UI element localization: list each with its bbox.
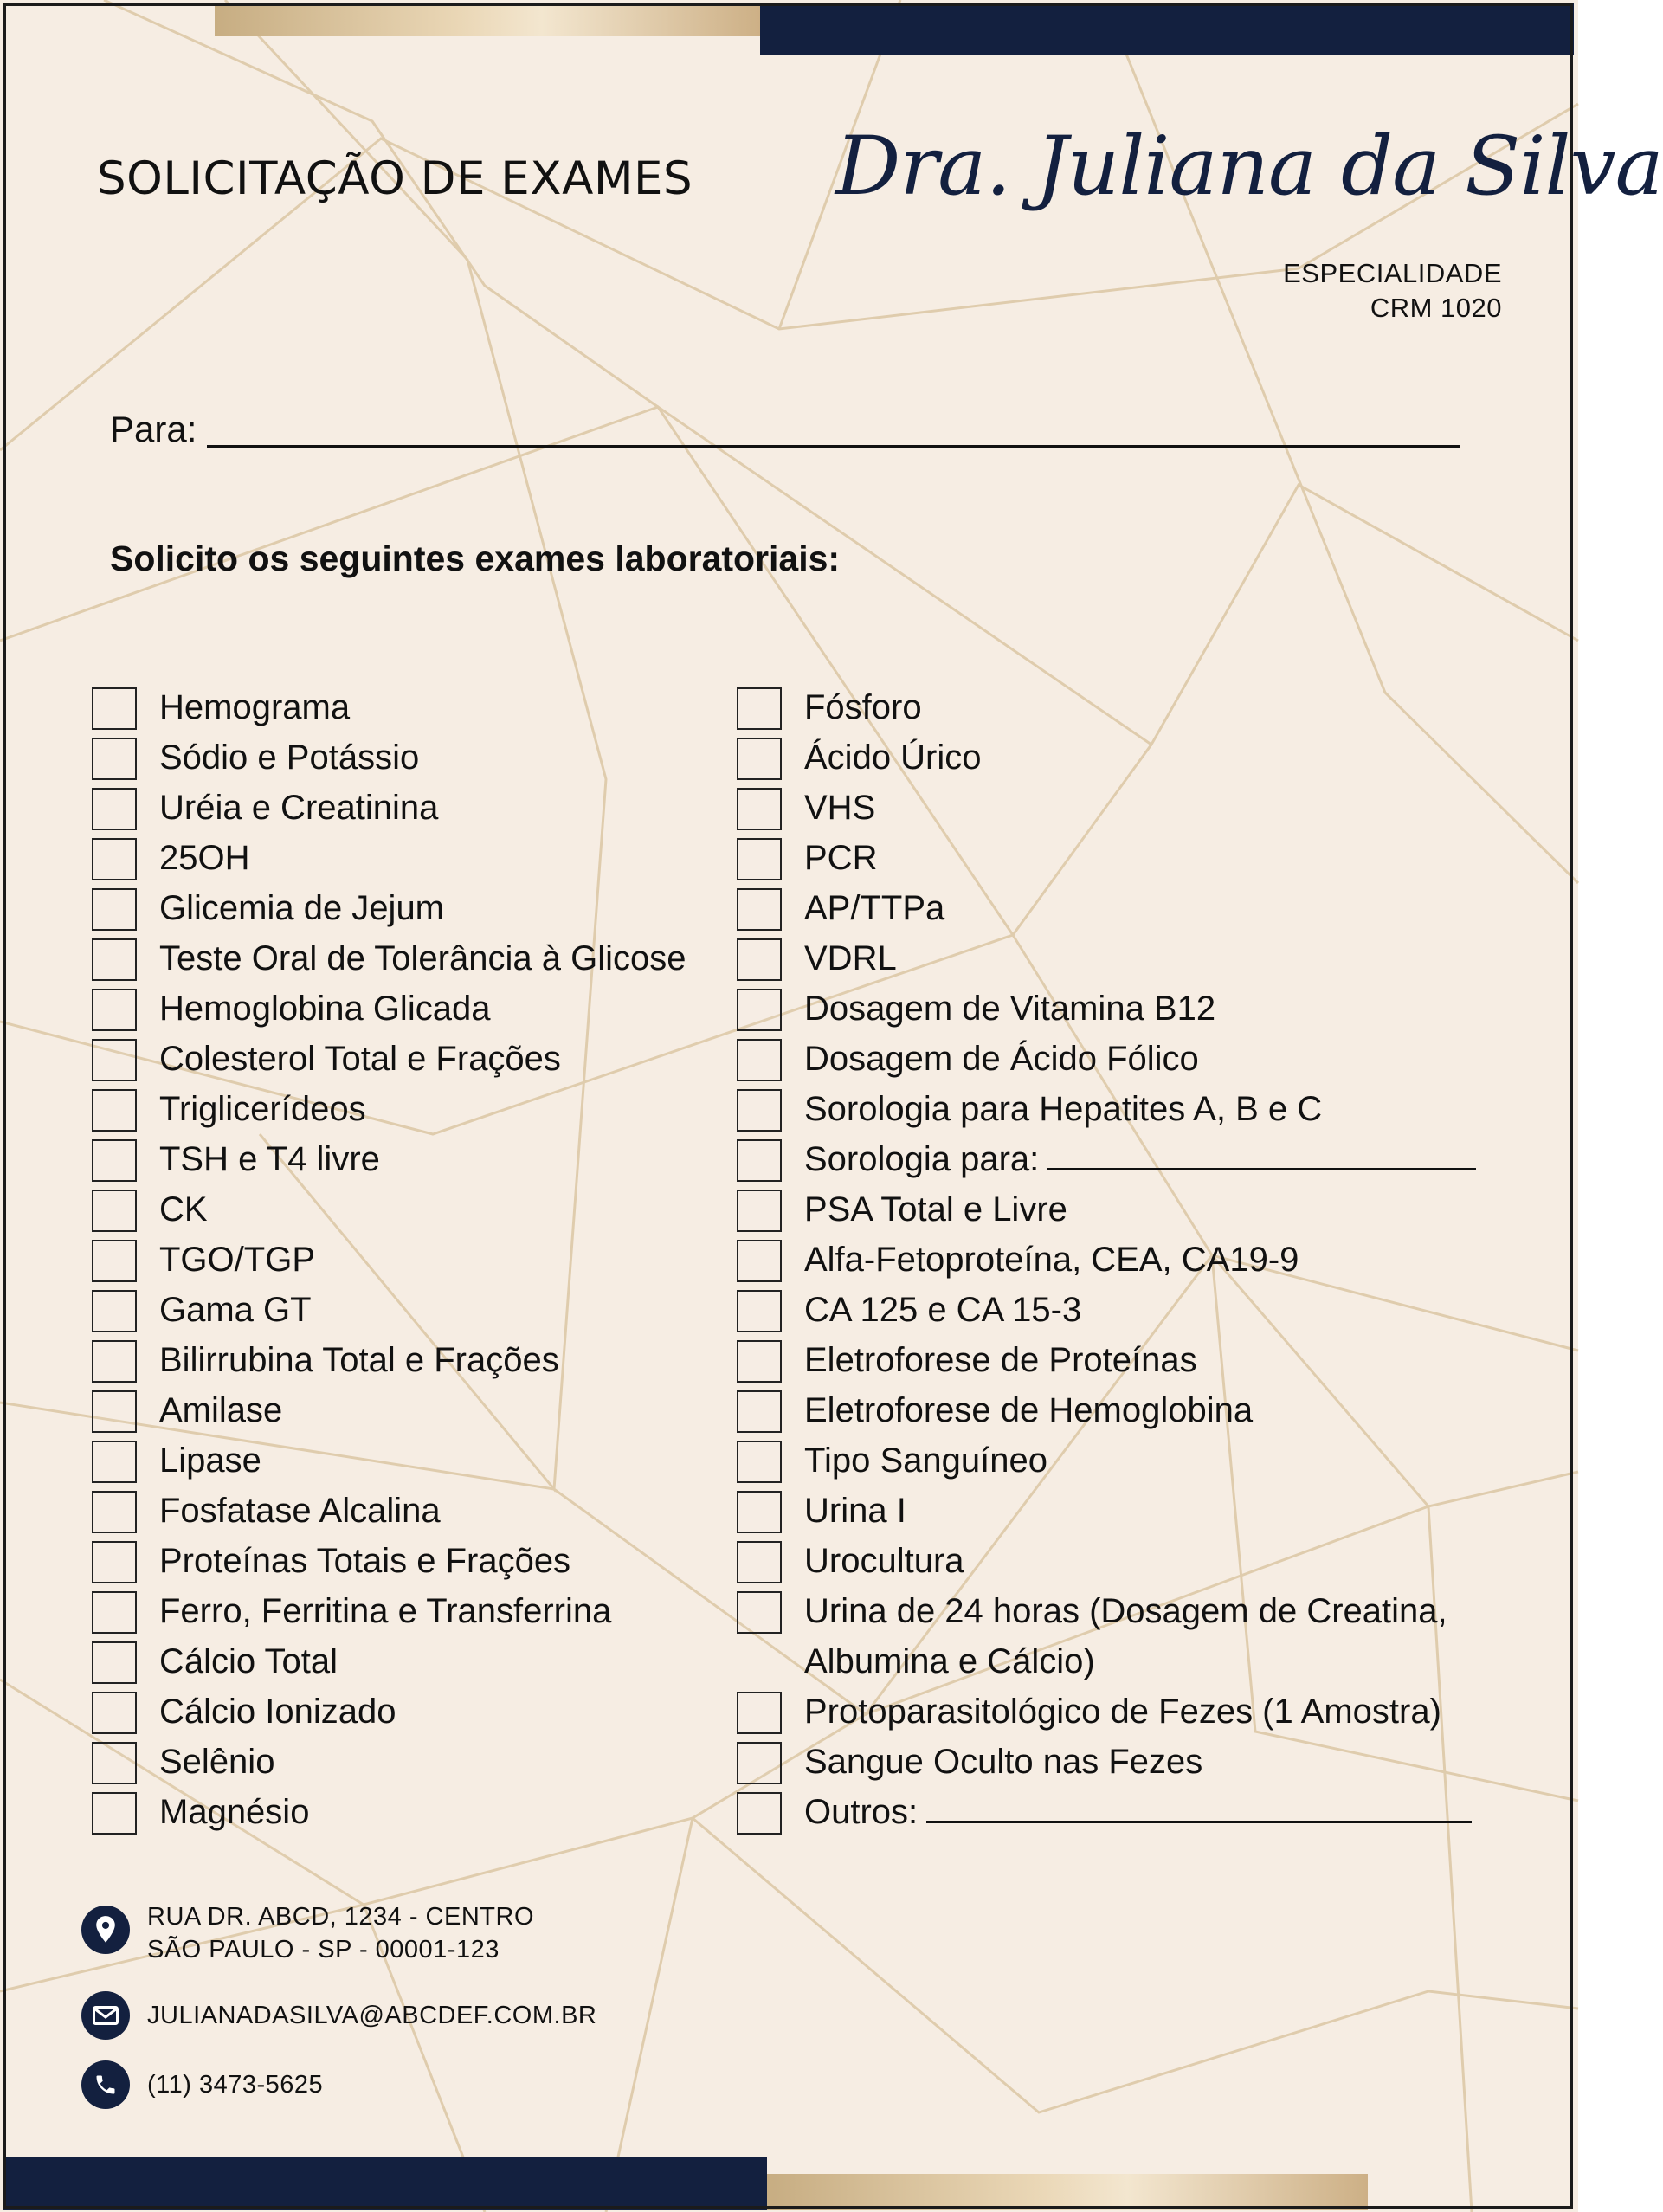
recipient-field[interactable] xyxy=(110,407,1460,450)
exam-checkbox[interactable] xyxy=(92,1139,137,1182)
exam-item[interactable] xyxy=(92,783,686,833)
exam-item[interactable] xyxy=(737,1235,1499,1285)
exam-label: 25OH xyxy=(159,839,250,877)
exam-item[interactable] xyxy=(92,1385,686,1435)
exam-checkbox[interactable] xyxy=(92,738,137,780)
exam-label: Proteínas Totais e Frações xyxy=(159,1542,571,1580)
exam-checkbox[interactable] xyxy=(737,838,782,880)
exam-checkbox[interactable] xyxy=(92,1039,137,1081)
exam-item[interactable] xyxy=(737,1184,1499,1235)
exam-item-continuation xyxy=(737,1636,1499,1686)
others-line[interactable] xyxy=(926,1791,1472,1823)
exam-checkbox[interactable] xyxy=(737,1190,782,1232)
exam-item[interactable] xyxy=(92,1084,686,1134)
exam-label: Bilirrubina Total e Frações xyxy=(159,1341,559,1379)
exam-checkbox[interactable] xyxy=(92,1441,137,1483)
exam-checkbox[interactable] xyxy=(737,938,782,981)
exam-label: Cálcio Total xyxy=(159,1642,338,1680)
exam-item[interactable] xyxy=(737,1536,1499,1586)
exam-item[interactable] xyxy=(92,1435,686,1486)
exam-checkbox[interactable] xyxy=(92,938,137,981)
exam-label: CK xyxy=(159,1190,208,1229)
exam-checkbox[interactable] xyxy=(737,1290,782,1332)
exam-item[interactable] xyxy=(737,833,1499,883)
exam-label: Eletroforese de Proteínas xyxy=(804,1341,1197,1379)
exam-item[interactable] xyxy=(737,1686,1499,1737)
exam-checkbox[interactable] xyxy=(92,838,137,880)
top-gold-bar xyxy=(215,3,760,36)
exam-checkbox[interactable] xyxy=(92,1240,137,1282)
exam-item[interactable] xyxy=(92,1285,686,1335)
exam-label: Urina I xyxy=(804,1492,906,1530)
document-title: SOLICITAÇÃO DE EXAMES xyxy=(97,152,693,205)
exam-item[interactable] xyxy=(737,1787,1499,1837)
exam-checkbox[interactable] xyxy=(92,1792,137,1835)
exam-item[interactable] xyxy=(92,1737,686,1787)
exam-item[interactable] xyxy=(737,883,1499,933)
email-text[interactable]: JULIANADASILVA@ABCDEF.COM.BR xyxy=(147,2002,597,2029)
exam-checkbox[interactable] xyxy=(737,1491,782,1533)
exam-label: Tipo Sanguíneo xyxy=(804,1441,1047,1480)
exam-checkbox[interactable] xyxy=(737,1742,782,1784)
exam-checkbox[interactable] xyxy=(737,1541,782,1583)
exam-checkbox[interactable] xyxy=(92,1541,137,1583)
top-navy-bar xyxy=(760,3,1574,55)
exam-item[interactable] xyxy=(92,1184,686,1235)
exam-label: Sangue Oculto nas Fezes xyxy=(804,1743,1203,1781)
exam-item[interactable] xyxy=(737,1285,1499,1335)
exam-label: Selênio xyxy=(159,1743,275,1781)
exam-item[interactable] xyxy=(92,1134,686,1184)
exam-item[interactable] xyxy=(737,983,1499,1034)
exam-label: TSH e T4 livre xyxy=(159,1140,380,1178)
exam-label: Hemograma xyxy=(159,688,351,726)
exam-checkbox[interactable] xyxy=(92,1190,137,1232)
exam-checkbox[interactable] xyxy=(737,888,782,931)
exam-item[interactable] xyxy=(92,933,686,983)
exam-label: Dosagem de Ácido Fólico xyxy=(804,1040,1199,1078)
exam-item[interactable] xyxy=(737,1084,1499,1134)
recipient-line[interactable] xyxy=(207,444,1460,448)
exam-item[interactable] xyxy=(92,983,686,1034)
exam-checkbox[interactable] xyxy=(737,1390,782,1433)
location-pin-icon xyxy=(81,1906,130,1954)
exam-checkbox[interactable] xyxy=(737,1340,782,1383)
exam-label: Urina de 24 horas (Dosagem de Creatina, xyxy=(804,1592,1447,1630)
exam-checkbox[interactable] xyxy=(737,738,782,780)
exam-label xyxy=(804,1787,1472,1837)
exam-label: TGO/TGP xyxy=(159,1241,315,1279)
exam-item[interactable] xyxy=(737,1134,1499,1184)
exam-checkbox[interactable] xyxy=(737,1792,782,1835)
exam-item[interactable] xyxy=(737,1385,1499,1435)
exam-label xyxy=(804,1134,1476,1184)
exam-checkbox[interactable] xyxy=(737,1089,782,1132)
exam-item[interactable] xyxy=(92,1536,686,1586)
exam-item[interactable] xyxy=(92,1335,686,1385)
serology-other-label: Sorologia para: xyxy=(804,1140,1040,1178)
exam-item[interactable] xyxy=(737,1737,1499,1787)
exam-checkbox[interactable] xyxy=(737,1139,782,1182)
exam-label: Cálcio Ionizado xyxy=(159,1693,396,1731)
address-line-2: SÃO PAULO - SP - 00001-123 xyxy=(147,1936,500,1964)
exams-left-column xyxy=(92,682,686,1837)
bottom-gold-bar xyxy=(767,2174,1368,2210)
exam-label: Triglicerídeos xyxy=(159,1090,366,1128)
exam-checkbox[interactable] xyxy=(92,1290,137,1332)
exam-label: Sódio e Potássio xyxy=(159,738,420,777)
exam-item[interactable] xyxy=(92,1636,686,1686)
exam-item[interactable] xyxy=(737,1034,1499,1084)
doctor-name-signature: Dra. Juliana da Silva xyxy=(835,119,1663,214)
checkbox-spacer xyxy=(737,1641,782,1684)
exam-item[interactable] xyxy=(92,1034,686,1084)
exam-checkbox[interactable] xyxy=(737,989,782,1031)
address-line-1: RUA DR. ABCD, 1234 - CENTRO xyxy=(147,1903,534,1931)
exam-label: Hemoglobina Glicada xyxy=(159,990,491,1028)
exam-label: Lipase xyxy=(159,1441,261,1480)
exam-checkbox[interactable] xyxy=(92,1390,137,1433)
exam-item[interactable] xyxy=(737,933,1499,983)
exam-item[interactable] xyxy=(92,682,686,732)
exam-checkbox[interactable] xyxy=(92,687,137,730)
exam-label: Gama GT xyxy=(159,1291,312,1329)
exam-checkbox[interactable] xyxy=(92,1089,137,1132)
exam-label: Ferro, Ferritina e Transferrina xyxy=(159,1592,612,1630)
exam-checkbox[interactable] xyxy=(92,888,137,931)
exam-item[interactable] xyxy=(92,1235,686,1285)
exam-item[interactable] xyxy=(92,1686,686,1737)
exams-subtitle: Solicito os seguintes exames laboratoriais: xyxy=(110,538,841,578)
doctor-specialty: ESPECIALIDADE xyxy=(1283,258,1502,288)
exam-item[interactable] xyxy=(92,732,686,783)
exam-item[interactable] xyxy=(92,1486,686,1536)
phone-text[interactable]: (11) 3473-5625 xyxy=(147,2071,324,2099)
exam-label: CA 125 e CA 15-3 xyxy=(804,1291,1082,1329)
exam-label: Teste Oral de Tolerância à Glicose xyxy=(159,939,686,977)
exam-item[interactable] xyxy=(737,682,1499,732)
exam-item[interactable] xyxy=(92,1586,686,1636)
exam-label: Glicemia de Jejum xyxy=(159,889,445,927)
exam-item[interactable] xyxy=(737,732,1499,783)
exam-label: VHS xyxy=(804,789,876,827)
exam-label: Dosagem de Vitamina B12 xyxy=(804,990,1216,1028)
exam-checkbox[interactable] xyxy=(92,989,137,1031)
exam-label: Urocultura xyxy=(804,1542,964,1580)
exam-label: Colesterol Total e Frações xyxy=(159,1040,561,1078)
exam-label: Fósforo xyxy=(804,688,922,726)
exam-item[interactable] xyxy=(92,833,686,883)
exam-checkbox[interactable] xyxy=(92,1591,137,1634)
exam-label: Albumina e Cálcio) xyxy=(804,1642,1095,1680)
exam-label: PCR xyxy=(804,839,878,877)
exam-label: PSA Total e Livre xyxy=(804,1190,1067,1229)
exam-item[interactable] xyxy=(92,883,686,933)
exam-label: Ácido Úrico xyxy=(804,738,982,777)
exam-item[interactable] xyxy=(737,783,1499,833)
doctor-crm: CRM 1020 xyxy=(1370,293,1502,323)
exam-checkbox[interactable] xyxy=(92,1340,137,1383)
exam-item[interactable] xyxy=(737,1335,1499,1385)
exam-item[interactable] xyxy=(737,1586,1499,1636)
exam-item[interactable] xyxy=(737,1435,1499,1486)
exam-label: Magnésio xyxy=(159,1793,310,1831)
exam-checkbox[interactable] xyxy=(737,687,782,730)
exams-right-column xyxy=(737,682,1499,1837)
exam-label: VDRL xyxy=(804,939,897,977)
bottom-navy-bar xyxy=(3,2157,767,2210)
exam-checkbox[interactable] xyxy=(92,1692,137,1734)
exam-checkbox[interactable] xyxy=(92,1641,137,1684)
exam-checkbox[interactable] xyxy=(92,1491,137,1533)
exam-item[interactable] xyxy=(92,1787,686,1837)
exam-checkbox[interactable] xyxy=(92,788,137,830)
exam-label: Uréia e Creatinina xyxy=(159,789,439,827)
exam-checkbox[interactable] xyxy=(737,1240,782,1282)
exam-label: Sorologia para Hepatites A, B e C xyxy=(804,1090,1323,1128)
phone-icon xyxy=(81,2060,130,2109)
exam-label: Fosfatase Alcalina xyxy=(159,1492,441,1530)
serology-other-line[interactable] xyxy=(1047,1138,1476,1170)
exam-checkbox[interactable] xyxy=(737,1039,782,1081)
exam-label: Protoparasitológico de Fezes (1 Amostra) xyxy=(804,1693,1441,1731)
exam-checkbox[interactable] xyxy=(737,1692,782,1734)
others-label: Outros: xyxy=(804,1793,919,1831)
doctor-credentials xyxy=(1283,256,1502,326)
exam-label: Alfa-Fetoproteína, CEA, CA19-9 xyxy=(804,1241,1299,1279)
exam-item[interactable] xyxy=(737,1486,1499,1536)
envelope-icon xyxy=(81,1991,130,2040)
exam-checkbox[interactable] xyxy=(737,1441,782,1483)
exam-checkbox[interactable] xyxy=(737,788,782,830)
exam-label: Amilase xyxy=(159,1391,283,1429)
exam-label: Eletroforese de Hemoglobina xyxy=(804,1391,1254,1429)
exam-label: AP/TTPa xyxy=(804,889,945,927)
recipient-label: Para: xyxy=(110,409,197,449)
exam-checkbox[interactable] xyxy=(737,1591,782,1634)
exam-checkbox[interactable] xyxy=(92,1742,137,1784)
